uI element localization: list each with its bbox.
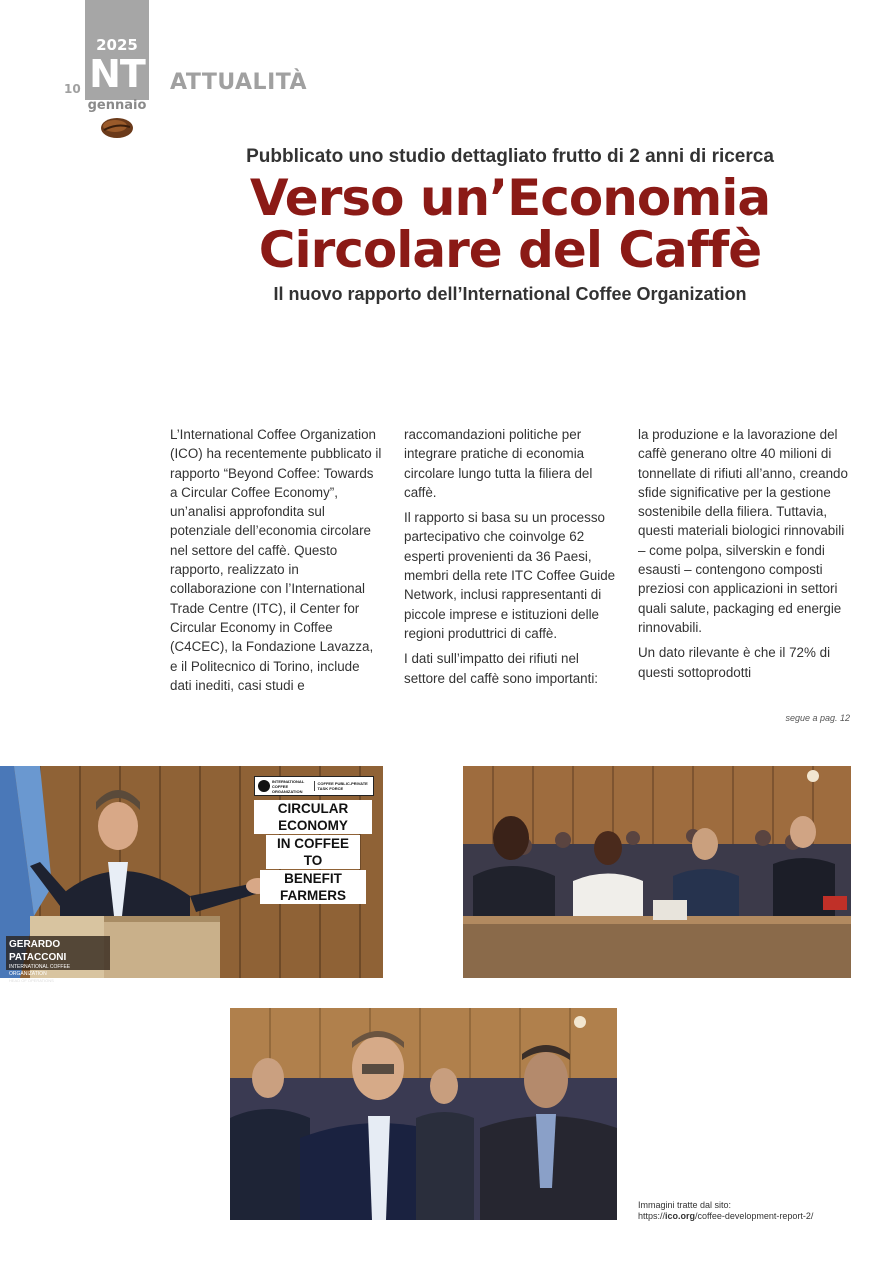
banner-line-2: IN COFFEE TO xyxy=(266,835,360,869)
credit-url[interactable] xyxy=(638,1211,813,1222)
credit-url-path: /coffee-development-report-2/ xyxy=(695,1211,814,1221)
column-3-paragraph-2: Un dato rilevante è che il 72% di questi sottoprodotti xyxy=(638,645,831,680)
column-1-paragraph-1: L’International Coffee Organization (ICO) ha recentemente pubblicato il rapporto “Beyond Coffee: Towards a Circular Coffee Economy”, un’analisi approfondita sul potenziale dell’economia circolare nel settore del caffè. Questo rapporto, realizzato in collaborazione con l’International Trade Centre (ITC), il Center for Circular Economy in Coffee (C4CEC), la Fondazione Lavazza, e il Politecnico di Torino, include dati inediti, casi studi e xyxy=(170,427,382,693)
credit-url-domain: ico.org xyxy=(665,1211,696,1221)
headline-line-1: Verso un’Economia xyxy=(249,169,771,227)
article-column-3 xyxy=(638,425,852,688)
speaker-role: HEAD OF OPERATIONS xyxy=(9,978,54,983)
credit-label: Immagini tratte dal sito: xyxy=(638,1200,732,1210)
section-title: ATTUALITÀ xyxy=(170,70,308,95)
photo-seated-attendees xyxy=(230,1008,617,1220)
image-credit xyxy=(638,1200,813,1222)
magazine-logo: NT xyxy=(89,52,145,96)
speaker-organization: INTERNATIONAL COFFEE ORGANIZATION xyxy=(9,964,71,977)
photo-conference-delegates xyxy=(463,766,851,978)
column-2-paragraph-2: Il rapporto si basa su un processo partecipativo che coinvolge 62 esperti provenienti da 36 Paesi, membri della rete ITC Coffee Guide Network, inclusi rappresentanti di piccole imprese e istituzioni delle regioni produttrici di caffè. xyxy=(404,510,616,641)
article-subtitle: Il nuovo rapporto dell’International Coffee Organization xyxy=(273,284,747,304)
headline-line-2: Circolare del Caffè xyxy=(258,221,762,279)
article-headline xyxy=(170,169,850,279)
column-3-paragraph-1: la produzione e la lavorazione del caffè generano oltre 40 milioni di tonnellate di rifiuti all’anno, creando sfide significative per la gestione sostenibile della filiera. Tuttavia, questi materiali biologici rinnovabili – come polpa, silverskin e fondi esausti – contengono composti preziosi con applicazioni in settori quali salute, packaging ed energie rinnovabili. xyxy=(638,427,848,635)
column-2-paragraph-1: raccomandazioni politiche per integrare pratiche di economia circolare lungo tutta la filiera del caffè. xyxy=(404,427,593,500)
column-2-paragraph-3: I dati sull’impatto dei rifiuti nel settore del caffè sono importanti: xyxy=(404,651,599,686)
banner-line-1: CIRCULAR ECONOMY xyxy=(254,800,372,834)
page-number: 10 xyxy=(64,82,81,96)
banner-line-3: BENEFIT FARMERS xyxy=(260,870,366,904)
badge-task-label: COFFEE PUBLIC-PRIVATE TASK FORCE xyxy=(314,781,373,791)
article-column-1 xyxy=(170,425,384,701)
article-kicker: Pubblicato uno studio dettagliato frutto di 2 anni di ricerca xyxy=(246,146,774,167)
photo-speaker-podium xyxy=(0,766,383,983)
article-column-2 xyxy=(404,425,618,694)
circular-economy-banner xyxy=(254,800,372,904)
badge-org-label: INTERNATIONAL COFFEE ORGANIZATION xyxy=(271,778,305,794)
speaker-name: GERARDO PATACCONI xyxy=(9,939,67,963)
continued-note: segue a pag. 12 xyxy=(785,713,850,723)
masthead-block xyxy=(85,0,149,100)
attendees-scene xyxy=(230,1008,617,1220)
issue-year: 2025 xyxy=(96,36,138,54)
task-force-badge xyxy=(254,776,374,796)
speaker-lower-third xyxy=(6,936,110,983)
credit-url-prefix: https:// xyxy=(638,1211,666,1221)
delegates-scene xyxy=(463,766,851,978)
ico-logo-icon xyxy=(258,780,270,792)
coffee-bean-icon xyxy=(100,117,134,139)
issue-month: gennaio xyxy=(87,98,147,113)
